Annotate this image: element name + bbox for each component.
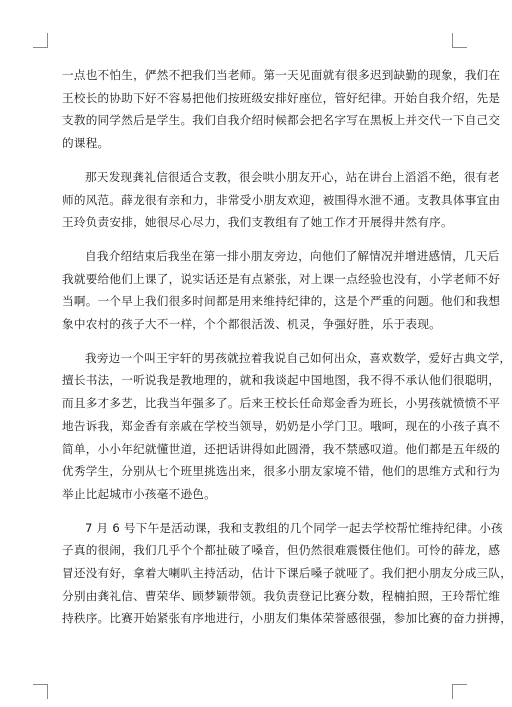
text-line: 而且多才多艺，比我当年强多了。后来王校长任命郑金香为班长，小男孩就愤愤不平 [62, 396, 501, 411]
text-line: 象中农村的孩子大不一样，个个都很活泼、机灵，争强好胜，乐于表现。 [62, 317, 442, 332]
text-line: 的课程。 [62, 136, 110, 151]
text-line: 支教的同学然后是学生。我们自我介绍时候都会把名字写在黑板上并交代一下自己交 [62, 113, 501, 128]
text-line: 当啊。一个早上我们很多时间都是用来维持纪律的，这是个严重的问题。他们和我想 [62, 294, 501, 309]
text-line: 王玲负责安排，她很尽心尽力，我们支教组有了她工作才开展得井然有序。 [62, 215, 453, 230]
crop-mark-bottom-right [452, 684, 467, 699]
text-line: 优秀学生，分别从七个班里挑选出来，很多小朋友家境不错，他们的思维方式和行为 [62, 464, 501, 479]
crop-mark-bottom-left [33, 684, 48, 699]
text-line: 一点也不怕生，俨然不把我们当老师。第一天见面就有很多迟到缺勤的现象，我们在 [62, 68, 501, 82]
text-line: 子真的很闹，我们几乎个个都扯破了嗓音，但仍然很难震慑住他们。可怜的薛龙，感 [62, 543, 501, 558]
body-text [62, 64, 512, 641]
text-line: 王校长的协助下好不容易把他们按班级安排好座位，管好纪律。开始自我介绍，先是 [62, 90, 501, 105]
paragraph-1 [62, 64, 501, 155]
text-line: 7 月 6 号下午是活动课，我和支教组的几个同学一起去学校帮忙维持纪律。小孩 [85, 520, 503, 535]
text-line: 简单，小小年纪就懂世道，还把话讲得如此圆滑，我不禁感叹道。他们都是五年级的 [62, 441, 501, 456]
text-line: 持秩序。比赛开始紧张有序地进行，小朋友们集体荣誉感很强，参加比赛的奋力拼搏， [62, 611, 512, 626]
paragraph-2 [62, 166, 501, 234]
crop-mark-top-left [33, 33, 48, 48]
text-line: 分别由龚礼信、曹荣华、顾梦颖带领。我负责登记比赛分数，程楠拍照，王玲帮忙维 [62, 588, 501, 603]
paragraph-5 [62, 517, 512, 631]
text-line: 擅长书法，一听说我是教地理的，就和我谈起中国地图，我不得不承认他们很聪明， [62, 373, 501, 388]
text-line: 冒还没有好，拿着大喇叭主持活动，估计下课后嗓子就哑了。我们把小朋友分成三队， [62, 566, 512, 581]
text-line: 我就要给他们上课了，说实话还是有点紧张，对上课一点经验也没有，小学老师不好 [62, 271, 501, 286]
text-line: 地告诉我，郑金香有亲戚在学校当领导，奶奶是小学门卫。哦呵，现在的小孩子真不 [62, 418, 501, 433]
crop-mark-top-right [452, 33, 467, 48]
text-line: 举止比起城市小孩毫不逊色。 [62, 486, 216, 501]
paragraph-4 [62, 347, 512, 506]
text-line: 那天发现龚礼信很适合支教，很会哄小朋友开心，站在讲台上滔滔不绝，很有老 [85, 169, 500, 184]
text-line: 师的风范。薛龙很有亲和力，非常受小朋友欢迎，被围得水泄不通。支教具体事宜由 [62, 192, 501, 207]
text-line: 自我介绍结束后我坐在第一排小朋友旁边，向他们了解情况并增进感情，几天后 [85, 248, 500, 263]
text-line: 我旁边一个叫王宇轩的男孩就拉着我说自己如何出众，喜欢数学，爱好古典文学， [85, 350, 512, 365]
paragraph-3 [62, 245, 501, 336]
